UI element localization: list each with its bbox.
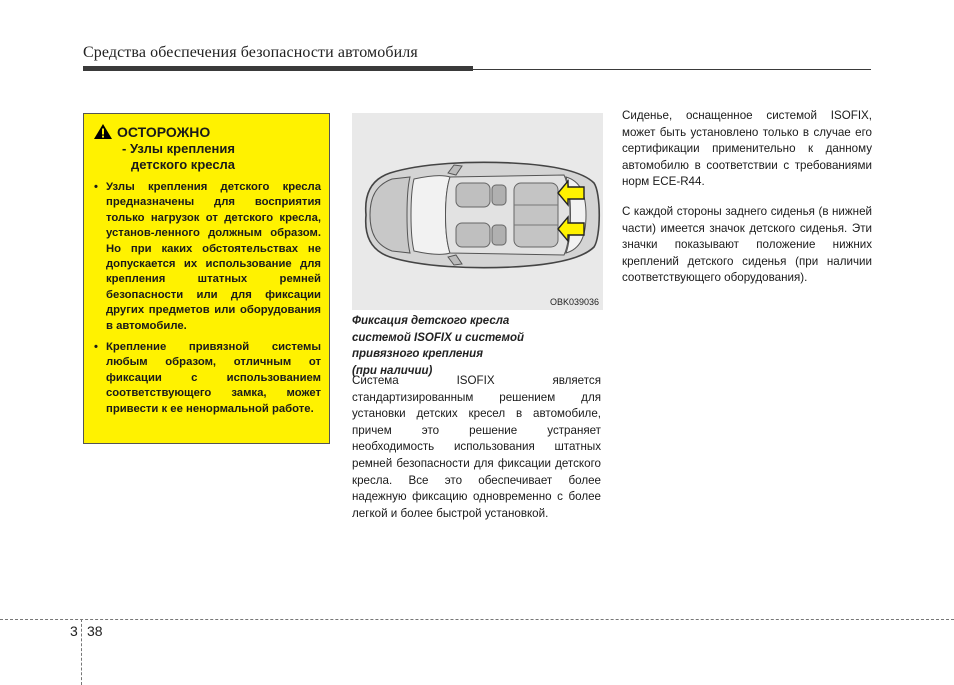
figure-code: OBK039036 (549, 297, 599, 307)
isofix-description: Система ISOFIX является стандартизированным решением для установки детских кресел в автомобиле, причем это решение устраняет необходимость использования штатных ремней безопасности для фиксации детского кресла. Все это обеспечивает более надежную фиксацию одновременно с более легкой и более быстрой установкой. (352, 374, 601, 520)
caption-line-4: (при наличии) (352, 364, 433, 377)
header-rule-thin (473, 69, 871, 70)
page-header-title: Средства обеспечения безопасности автомобиля (83, 44, 418, 61)
caption-line-1: Фиксация детского кресла (352, 315, 510, 327)
right-paragraph-1: Сиденье, оснащенное системой ISOFIX, может быть установлено только в случае его сертификации применительно к данному автомобилю в соответствии с требованиями норм ECE-R44. (622, 109, 872, 189)
warning-subtitle-2: детского кресла (131, 157, 236, 172)
header-rule-thick (83, 66, 473, 71)
page-number: 38 (87, 623, 103, 639)
warning-triangle-icon (93, 123, 113, 140)
footer-dashed-rule (0, 619, 954, 620)
warning-list (93, 180, 321, 417)
car-isofix-figure (352, 113, 603, 310)
warning-title: ОСТОРОЖНО (117, 123, 211, 140)
caption-line-2: системой ISOFIX и системой (352, 331, 524, 344)
warning-subtitle-1: - Узлы крепления (122, 141, 235, 156)
warning-bullet-1: • Узлы крепления детского кресла предназначены для восприятия только нагрузок от детского кресла, установ-ленного должным образом. Но при каких обстоятельствах не допускается их использование для крепления штатных ремней безопасности или для фиксации других предметов или оборудования в автомобиле. (93, 180, 321, 334)
warning-box (83, 113, 330, 444)
car-top-view-illustration (352, 113, 603, 310)
right-paragraph-2: С каждой стороны заднего сиденья (в нижней части) имеется значок детского сиденья. Эти значки показывают положение нижних креплений детского сиденья (при наличии соответствующего оборудования). (622, 204, 872, 285)
figure-caption (352, 313, 602, 379)
caption-line-3: привязного крепления (352, 348, 483, 360)
footer-dashed-divider (81, 619, 82, 685)
warning-heading (93, 123, 321, 140)
chapter-number: 3 (70, 623, 78, 639)
right-column (622, 108, 872, 300)
warning-bullet-2: • Крепление привязной системы любым образом, отличным от фиксации с использованием соответствующего замка, может привести к ее ненормальной работе. (93, 340, 321, 417)
